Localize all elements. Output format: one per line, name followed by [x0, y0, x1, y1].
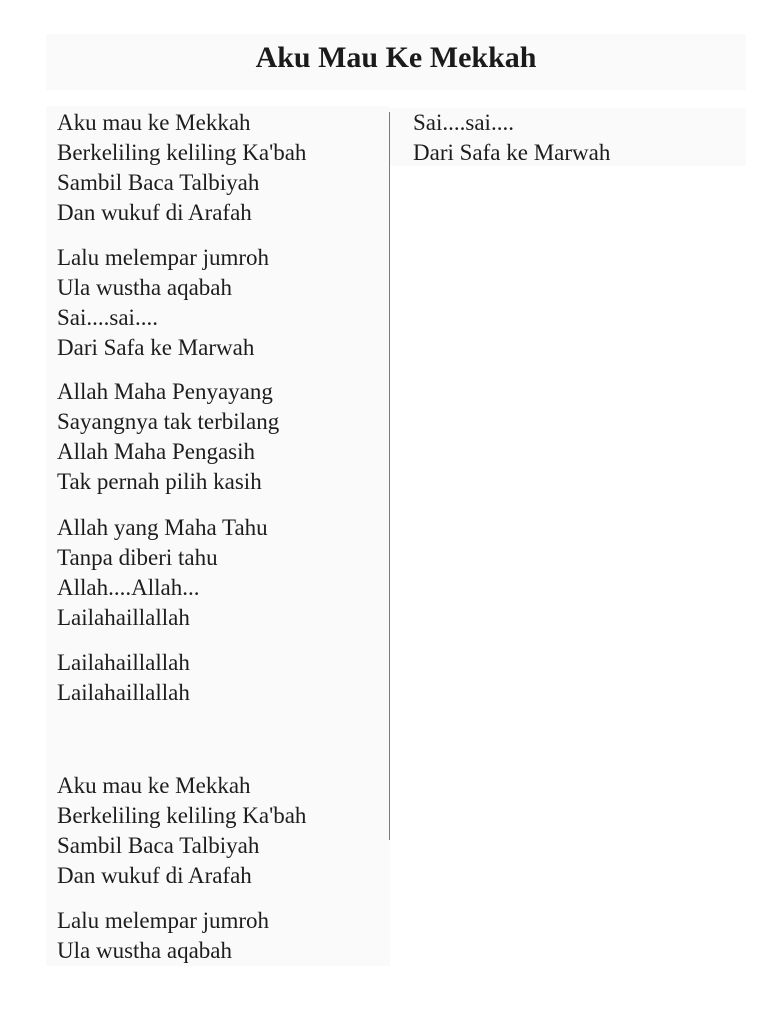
lyric-line: Dan wukuf di Arafah: [57, 863, 252, 888]
stanza-right-1: [413, 108, 610, 168]
lyric-line: Ula wustha aqabah: [57, 938, 232, 963]
stanza-6: [57, 771, 306, 891]
lyric-line: Allah Maha Pengasih: [57, 439, 256, 464]
lyric-line: Lailahaillallah: [57, 650, 190, 675]
title-band: [46, 34, 746, 90]
lyric-line: Lalu melempar jumroh: [57, 245, 270, 270]
lyric-line: Allah....Allah...: [57, 575, 200, 600]
lyric-line: Berkeliling keliling Ka'bah: [57, 803, 307, 828]
lyric-line: Aku mau ke Mekkah: [57, 773, 251, 798]
lyric-line: Tak pernah pilih kasih: [57, 469, 262, 494]
stanza-3: [57, 377, 279, 497]
lyric-line: Sambil Baca Talbiyah: [57, 833, 260, 858]
lyric-line: Sai....sai....: [413, 110, 514, 135]
column-divider: [389, 112, 390, 840]
lyric-line: Sambil Baca Talbiyah: [57, 170, 260, 195]
lyric-line: Lailahaillallah: [57, 680, 190, 705]
lyric-line: Dan wukuf di Arafah: [57, 200, 252, 225]
lyric-line: Dari Safa ke Marwah: [413, 140, 611, 165]
left-column: [46, 106, 390, 966]
stanza-1: [57, 108, 306, 228]
lyric-line: Aku mau ke Mekkah: [57, 110, 251, 135]
lyric-line: Sai....sai....: [57, 305, 158, 330]
lyric-line: Berkeliling keliling Ka'bah: [57, 140, 307, 165]
lyric-line: Tanpa diberi tahu: [57, 545, 218, 570]
lyric-line: Lailahaillallah: [57, 605, 190, 630]
lyric-line: Dari Safa ke Marwah: [57, 335, 255, 360]
lyric-line: Ula wustha aqabah: [57, 275, 232, 300]
lyric-line: Lalu melempar jumroh: [57, 908, 270, 933]
lyric-line: Allah Maha Penyayang: [57, 379, 273, 404]
right-column: [390, 108, 746, 166]
page-title: Aku Mau Ke Mekkah: [255, 41, 537, 74]
stanza-5: [57, 648, 190, 708]
lyric-line: Sayangnya tak terbilang: [57, 409, 280, 434]
lyric-line: Allah yang Maha Tahu: [57, 515, 268, 540]
stanza-2: [57, 243, 269, 363]
stanza-7: [57, 906, 269, 966]
stanza-4: [57, 513, 268, 633]
